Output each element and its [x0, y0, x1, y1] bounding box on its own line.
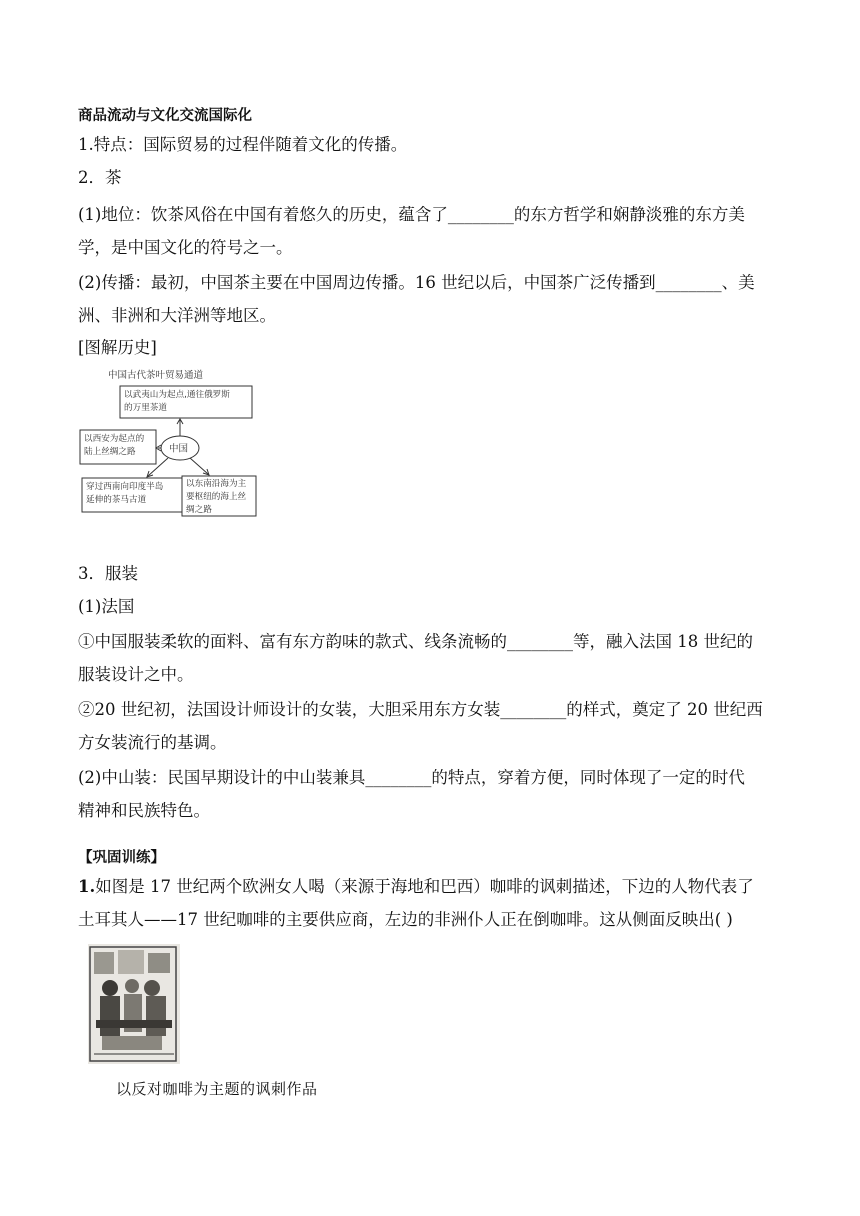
paragraph-france-2b: 方女装流行的基调。 [78, 733, 227, 752]
paragraph-tea-status-1: (1)地位：饮茶风俗在中国有着悠久的历史，蕴含了________的东方哲学和娴静淡雅的东方美 [78, 205, 745, 224]
satirical-coffee-illustration [88, 944, 180, 1064]
question-1-line-2: 土耳其人——17 世纪咖啡的主要供应商，左边的非洲仆人正在倒咖啡。这从侧面反映出( ) [78, 910, 733, 929]
paragraph-zhongshan-a: (2)中山装：民国早期设计的中山装兼具________的特点，穿着方便，同时体现了一定的时代 [78, 768, 745, 787]
paragraph-tea-spread-1: (2)传播：最初，中国茶主要在中国周边传播。16 世纪以后，中国茶广泛传播到________、美 [78, 273, 755, 292]
exercise-title: 【巩固训练】 [78, 849, 165, 866]
illustrated-history-label: [图解历史] [78, 338, 157, 357]
illustration-caption: 以反对咖啡为主题的讽刺作品 [116, 1080, 318, 1098]
paragraph-france-1a: ①中国服装柔软的面料、富有东方韵味的款式、线条流畅的________等，融入法国 18 世纪的 [78, 632, 753, 651]
bottom-right-route-text: 以东南沿海为主 要枢纽的海上丝 绸之路 [186, 479, 247, 515]
heading-tea: 2．茶 [78, 168, 122, 187]
left-route-text: 以西安为起点的 陆上丝绸之路 [84, 434, 145, 457]
paragraph-france-2a: ②20 世纪初，法国设计师设计的女装，大胆采用东方女装________的样式，奠定了 20 世纪西 [78, 700, 763, 719]
arrow-down-left [148, 458, 168, 476]
paragraph-feature: 1.特点：国际贸易的过程伴随着文化的传播。 [78, 135, 408, 154]
arrow-down-right [190, 458, 208, 474]
section-title: 商品流动与文化交流国际化 [78, 107, 252, 124]
top-route-text: 以武夷山为起点,通往俄罗斯 的万里茶道 [124, 390, 230, 413]
question-number: 1. [78, 877, 96, 896]
heading-clothing: 3．服装 [78, 564, 138, 583]
heading-france: (1)法国 [78, 597, 135, 616]
paragraph-zhongshan-b: 精神和民族特色。 [78, 801, 210, 820]
bottom-left-route-text: 穿过西南向印度半岛 延伸的茶马古道 [86, 482, 164, 505]
paragraph-tea-status-2: 学，是中国文化的符号之一。 [78, 238, 293, 257]
china-node-label: 中国 [169, 443, 189, 455]
paragraph-france-1b: 服装设计之中。 [78, 665, 194, 684]
diagram-title: 中国古代茶叶贸易通道 [108, 370, 204, 381]
tea-trade-routes-diagram [76, 366, 260, 520]
question-1-line-1: 1.如图是 17 世纪两个欧洲女人喝（来源于海地和巴西）咖啡的讽刺描述，下边的人物代表了 [78, 877, 754, 896]
paragraph-tea-spread-2: 洲、非洲和大洋洲等地区。 [78, 306, 276, 325]
